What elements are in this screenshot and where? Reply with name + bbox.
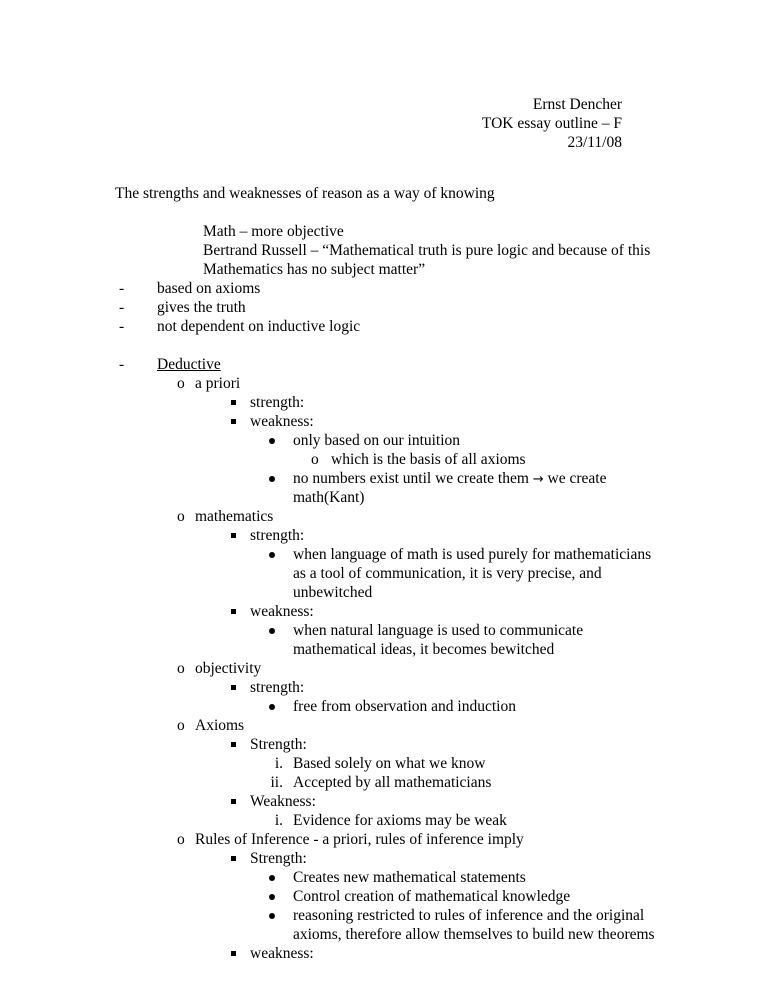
list-item-continuation: axioms, therefore allow themselves to build new theorems (293, 926, 655, 943)
page-title: The strengths and weaknesses of reason as a way of knowing (115, 185, 495, 202)
square-bullet (231, 856, 236, 861)
circle-bullet: o (177, 660, 185, 677)
circle-bullet: o (311, 451, 319, 468)
dash-bullet: - (119, 299, 125, 316)
dot-bullet (269, 438, 275, 444)
weakness-label: weakness: (250, 413, 314, 430)
square-bullet (231, 685, 236, 690)
roman-numeral: i. (274, 812, 283, 829)
intro-line: Bertrand Russell – “Mathematical truth is pure logic and because of this (203, 242, 651, 259)
circle-bullet: o (177, 375, 185, 392)
strength-label: Strength: (250, 736, 307, 753)
list-item-continuation: as a tool of communication, it is very precise, and (293, 565, 602, 582)
dot-bullet (269, 704, 275, 710)
subsection-objectivity: objectivity (195, 660, 262, 677)
square-bullet (231, 951, 236, 956)
list-item: gives the truth (157, 299, 246, 316)
list-item: Based solely on what we know (293, 755, 486, 772)
list-item: not dependent on inductive logic (157, 318, 361, 335)
list-item: Control creation of mathematical knowledge (293, 888, 571, 905)
subsection-mathematics: mathematics (195, 508, 274, 525)
dot-bullet (269, 552, 275, 558)
list-item-continuation: unbewitched (293, 584, 373, 601)
list-item: when natural language is used to communicate (293, 622, 584, 639)
strength-label: Strength: (250, 850, 307, 867)
dash-bullet: - (119, 280, 125, 297)
circle-bullet: o (177, 508, 185, 525)
roman-numeral: ii. (270, 774, 283, 791)
weakness-label: Weakness: (250, 793, 316, 810)
section-heading-deductive: Deductive (157, 356, 221, 373)
square-bullet (231, 400, 236, 405)
list-item: reasoning restricted to rules of inference and the original (293, 907, 645, 924)
list-item-text: no numbers exist until we create them (293, 470, 529, 487)
course-title: TOK essay outline – F (481, 115, 622, 132)
list-item: Accepted by all mathematicians (293, 774, 492, 791)
list-item: Evidence for axioms may be weak (293, 812, 507, 829)
dot-bullet (269, 913, 275, 919)
list-item: only based on our intuition (293, 432, 461, 449)
list-item (293, 470, 606, 489)
dot-bullet (269, 476, 275, 482)
square-bullet (231, 609, 236, 614)
square-bullet (231, 742, 236, 747)
intro-line: Math – more objective (203, 223, 344, 240)
list-item: based on axioms (157, 280, 261, 297)
square-bullet (231, 799, 236, 804)
intro-line: Mathematics has no subject matter” (203, 261, 426, 278)
list-item: which is the basis of all axioms (331, 451, 526, 468)
circle-bullet: o (177, 717, 185, 734)
author-name: Ernst Dencher (532, 96, 622, 113)
strength-label: strength: (250, 394, 305, 411)
list-item-continuation: math(Kant) (293, 489, 365, 506)
dot-bullet (269, 628, 275, 634)
list-item: when language of math is used purely for mathematicians (293, 546, 652, 563)
weakness-label: weakness: (250, 945, 314, 962)
date: 23/11/08 (567, 134, 622, 151)
dot-bullet (269, 894, 275, 900)
dash-bullet: - (119, 356, 125, 373)
weakness-label: weakness: (250, 603, 314, 620)
strength-label: strength: (250, 527, 305, 544)
square-bullet (231, 533, 236, 538)
list-item-continuation: mathematical ideas, it becomes bewitched (293, 641, 555, 658)
subsection-axioms: Axioms (195, 717, 245, 734)
list-item-text: we create (547, 470, 607, 487)
dot-bullet (269, 875, 275, 881)
circle-bullet: o (177, 831, 185, 848)
square-bullet (231, 419, 236, 424)
list-item: Creates new mathematical statements (293, 869, 526, 886)
subsection-a-priori: a priori (195, 375, 241, 392)
subsection-rules-of-inference: Rules of Inference - a priori, rules of inference imply (195, 831, 524, 848)
roman-numeral: i. (274, 755, 283, 772)
list-item: free from observation and induction (293, 698, 516, 715)
strength-label: strength: (250, 679, 305, 696)
arrow-right-icon: → (532, 472, 544, 487)
dash-bullet: - (119, 318, 125, 335)
